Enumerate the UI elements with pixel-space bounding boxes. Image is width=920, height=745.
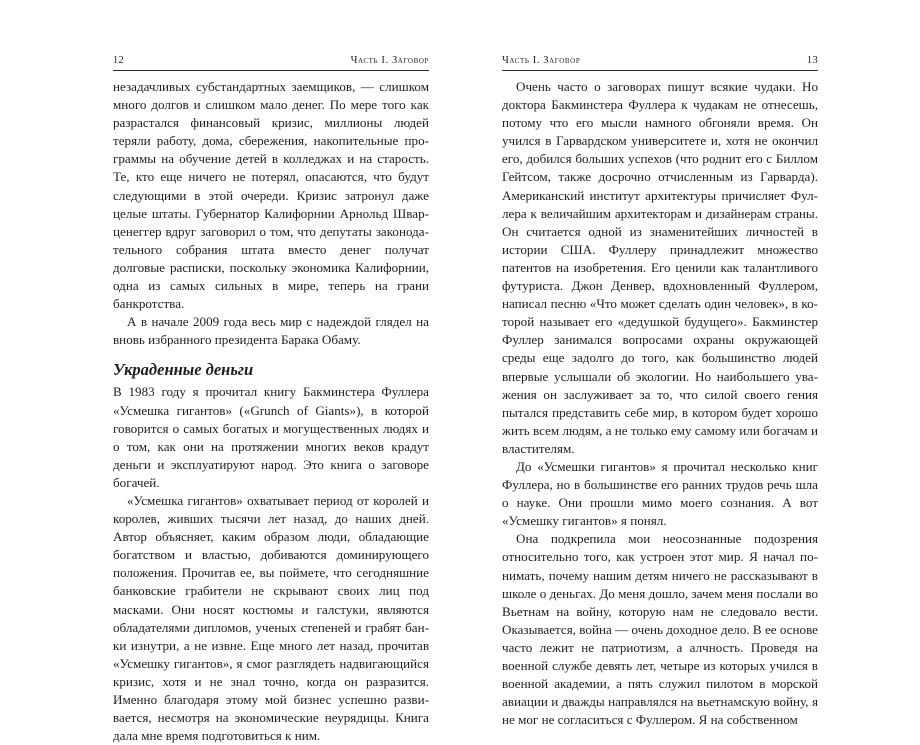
paragraph: незадачливых субстандартных заемщиков, — слишком много долгов и слишком мало денег. По мере того как разрастался финансовый кризис, миллионы людей теряли работу, дома, сбережения, накопительные программы на обучение детей в колледжах и на старость. Те, кто еще ничего не потерял, опасаются, что будут следующими в этой очереди. Кризис затронул даже целые штаты. Губернатор Калифорнии Арнольд Шварценеггер вдруг заговорил о том, что депутаты законодательного собрания штата вместо денег получат долговые расписки, поскольку экономика Калифорнии, одна из самых сильных в мире, теперь на грани банкротства. <box>113 79 429 312</box>
left-running-head <box>113 53 429 69</box>
right-running-head <box>502 53 818 69</box>
header-rule <box>113 70 429 71</box>
page-number: 13 <box>806 55 818 66</box>
section-heading: Украденные деньги <box>113 360 254 380</box>
running-title: Часть I. Заговор <box>350 55 429 66</box>
paragraph: В 1983 году я прочитал книгу Бакминстера Фуллера «Усмешка гигантов» («Grunch of Giants»), в которой говорится о самых богатых и могущественных людях и о том, как они на протяжении многих веков крадут деньги и эксплуатируют народ. Это книга о заговоре богачей. <box>113 384 429 490</box>
page-number: 12 <box>113 55 125 66</box>
running-title: Часть I. Заговор <box>502 55 581 66</box>
paragraph: До «Усмешки гигантов» я прочитал несколько книг Фуллера, но в большинстве его ранних трудов речь шла о науке. Они прошли мимо моего сознания. А вот «Усмешку гигантов» я понял. <box>502 458 818 529</box>
paragraph: Она подкрепила мои неосознанные подозрения относительно того, как устроен этот мир. Я начал понимать, почему нашим детям ничего не рассказывают в школе о деньгах. До меня дошло, зачем меня послали во Вьетнам на войну, которую нам не следовало вести. Оказывается, война — очень доходное дело. В ее основе часто лежит не патриотизм, а алчность. Проведя на военной службе девять лет, четыре из которых учился в военной академии, а пять служил пилотом в морской авиации и дважды направлялся на вьетнамскую войну, я не мог не согласиться с Фуллером. Я на собственном <box>502 531 818 728</box>
paragraph: А в начале 2009 года весь мир с надеждой глядел на вновь избранного президента Барака Обаму. <box>113 314 429 348</box>
left-page-text <box>113 78 429 745</box>
right-page-text <box>502 78 818 729</box>
paragraph: «Усмешка гигантов» охватывает период от королей и королев, живших тысячи лет назад, до наших дней. Автор объясняет, каким образом люди, обладающие богатством и властью, добиваются доминирующего положения. Прочитав ее, вы поймете, что сегодняшние банковские грабители не скрывают своих лиц под масками. Они носят костюмы и галстуки, являются обладателями дипломов, ученых степеней и грабят банки изнутри, а не извне. Еще много лет назад, прочитав «Усмешку гигантов», я смог разглядеть надвигающийся кризис, хотя и не знал точно, когда он разразится. Именно благодаря этому мой бизнес успешно развивается, несмотря на экономические неурядицы. Книга дала мне время подготовиться к ним. <box>113 492 429 744</box>
paragraph: Очень часто о заговорах пишут всякие чудаки. Но доктора Бакминстера Фуллера к чудакам не отнесешь, потому что его мысли намного обгоняли время. Он учился в Гарвардском университете и, хотя не окончил его, добился больших успехов (что роднит его с Биллом Гейтсом, также досрочно отчисленным из Гарварда). Американский институт архитектуры причисляет Фуллера к величайшим архитекторам и дизайнерам страны. Он считается одной из знаменитейших личностей в истории США. Фуллеру принадлежит множество патентов на изобретения. Его ценили как талантливого футуриста. Джон Денвер, вдохновленный Фуллером, написал песню «Что может сделать один человек», в которой называет его «дедушкой будущего». Бакминстер Фуллер занимался вопросами охраны окружающей среды еще задолго до того, как большинство людей впервые услышали об экологии. Но наибольшего уважения он заслуживает за то, что силой своего гения пытался представить себе мир, в котором будет хорошо жить всем людям, а не только ему самому или богачам и властителям. <box>502 79 818 456</box>
header-rule <box>502 70 818 71</box>
